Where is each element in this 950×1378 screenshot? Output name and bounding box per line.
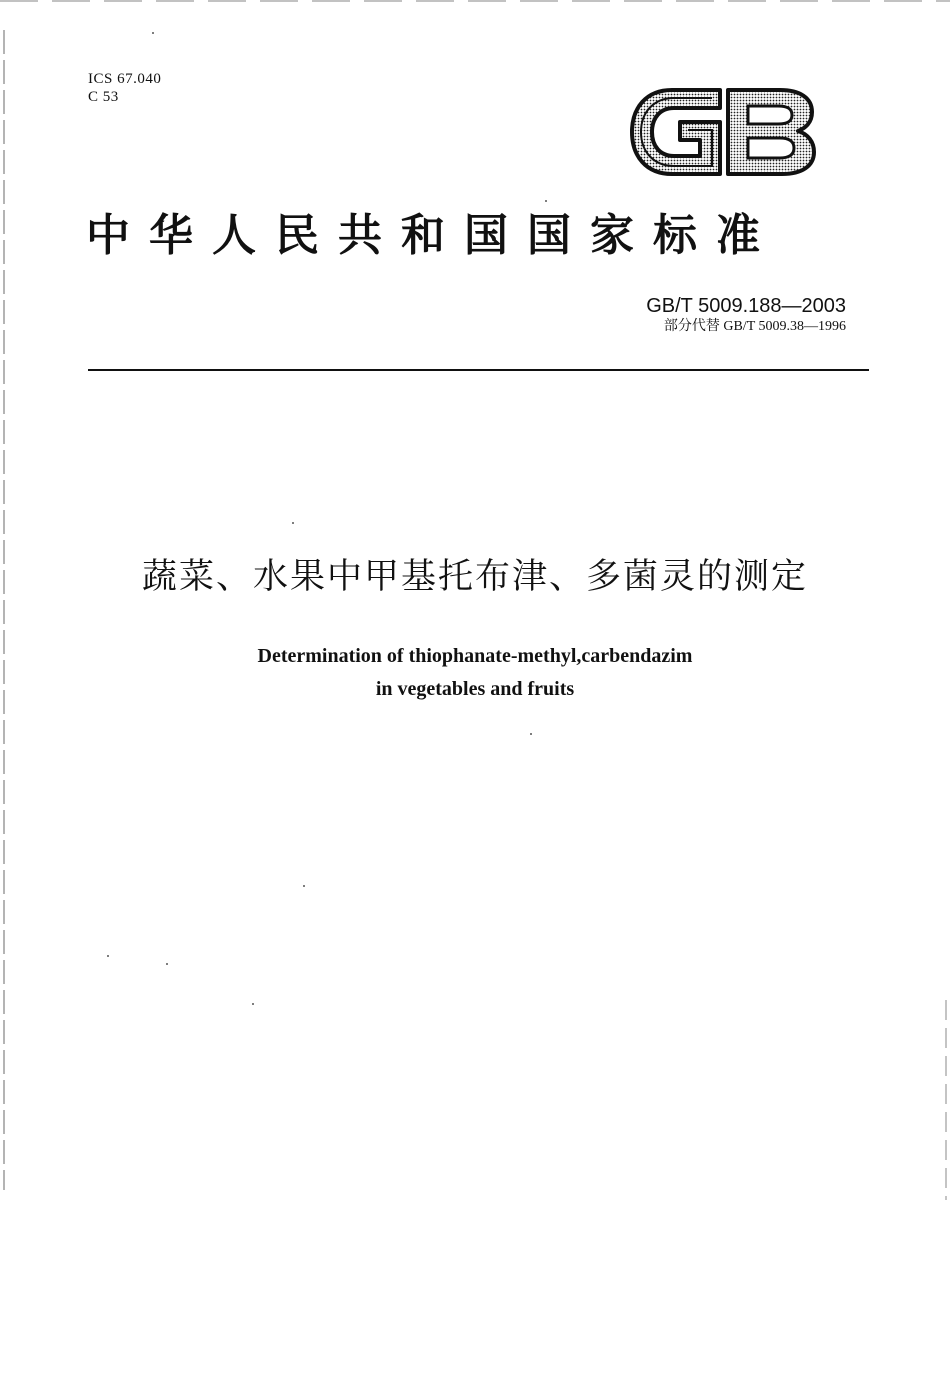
scan-speck	[252, 1003, 254, 1005]
chinese-title: 蔬菜、水果中甲基托布津、多菌灵的测定	[141, 557, 808, 597]
scan-edge-left	[3, 30, 5, 1190]
replaces-note: 部分代替 GB/T 5009.38—1996	[663, 319, 846, 334]
scan-speck	[303, 885, 305, 887]
header-divider	[88, 369, 869, 371]
standard-number: GB/T 5009.188—2003	[646, 295, 846, 317]
scan-speck	[107, 955, 109, 957]
ics-code: ICS 67.040	[88, 71, 162, 87]
english-title	[0, 640, 950, 706]
national-standard-heading: 中华人民共和国国家标准	[86, 210, 779, 261]
scan-speck	[292, 522, 294, 524]
scan-speck	[545, 200, 547, 202]
scan-speck	[166, 963, 168, 965]
english-title-line-1: Determination of thiophanate-methyl,carbendazim	[257, 645, 693, 667]
gb-logo	[628, 84, 818, 180]
scan-edge-top	[0, 0, 950, 2]
classification-codes	[88, 70, 161, 106]
ccs-code: C 53	[88, 89, 119, 105]
scan-speck	[530, 733, 532, 735]
standard-number-block	[646, 294, 846, 336]
scan-speck	[152, 32, 154, 34]
english-title-line-2: in vegetables and fruits	[375, 678, 575, 700]
scan-edge-right	[945, 1000, 947, 1200]
